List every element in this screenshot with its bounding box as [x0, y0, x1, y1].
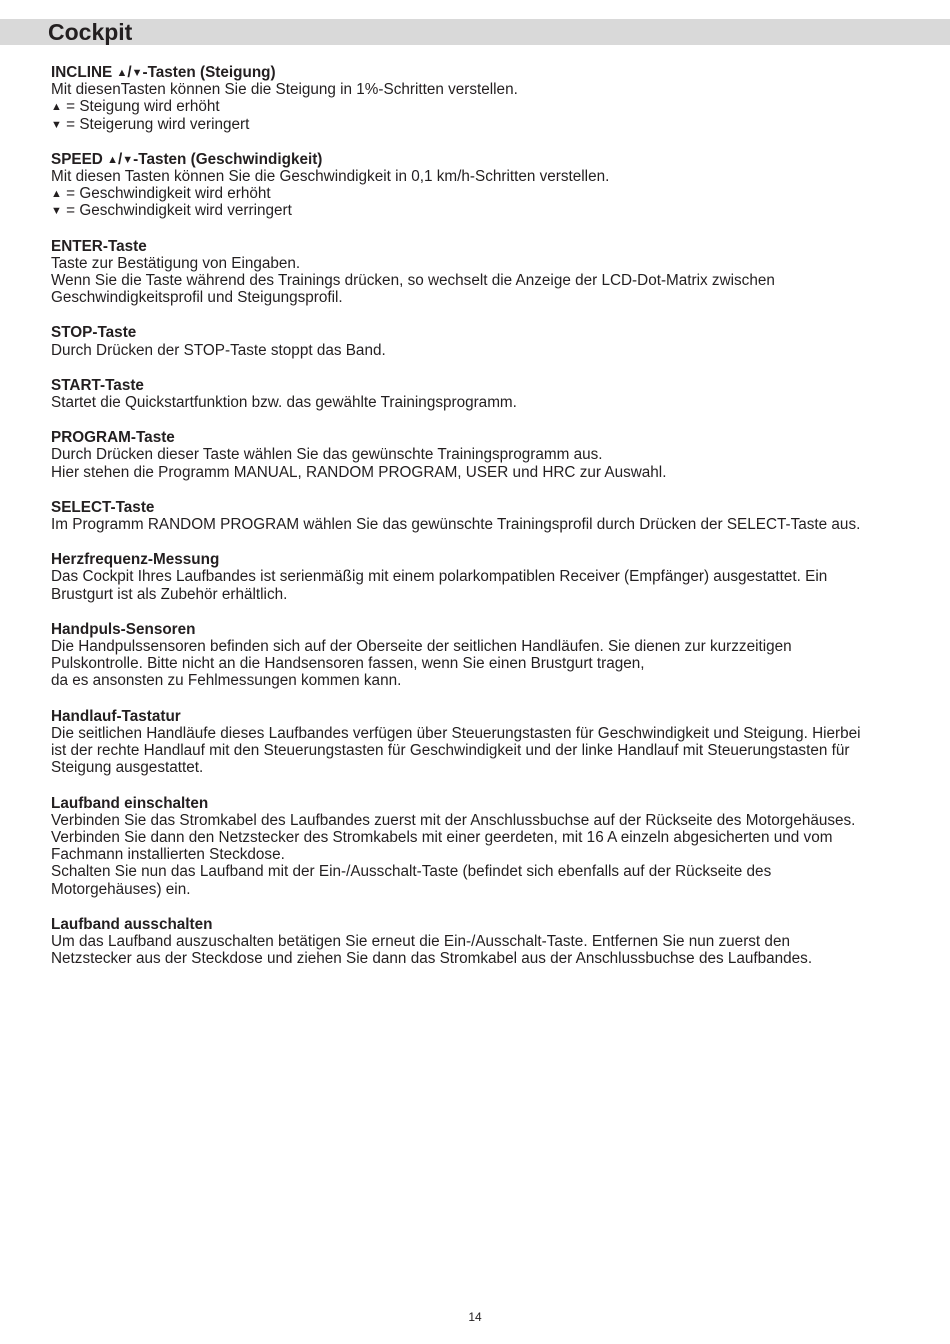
section-start [51, 377, 911, 411]
body-text: Durch Drücken dieser Taste wählen Sie das gewünschte Trainingsprogramm aus. [51, 446, 603, 464]
section-power-on [51, 795, 911, 898]
body-text: Pulskontrolle. Bitte nicht an die Handsensoren fassen, wenn Sie einen Brustgurt tragen, [51, 655, 645, 673]
body-text: ▼ = Geschwindigkeit wird verringert [51, 202, 292, 220]
section-incline [51, 64, 911, 133]
body-text: Geschwindigkeitsprofil und Steigungsprofil. [51, 289, 343, 307]
page-number: 14 [468, 1310, 482, 1324]
body-text: Taste zur Bestätigung von Eingaben. [51, 254, 301, 272]
body-text: Steigung ausgestattet. [51, 759, 204, 777]
section-select [51, 499, 911, 533]
section-handpulse [51, 621, 911, 690]
arrow-down-icon: ▼ [131, 67, 143, 79]
body-text: Die Handpulssensoren befinden sich auf der Oberseite der seitlichen Handläufen. Sie dienen zur kurzzeitigen [51, 638, 792, 656]
body-text: Fachmann installierten Steckdose. [51, 846, 285, 864]
section-heading: SELECT-Taste [51, 498, 155, 516]
section-power-off [51, 916, 911, 968]
section-enter [51, 238, 911, 307]
body-text: Schalten Sie nun das Laufband mit der Ein-/Ausschalt-Taste (befindet sich ebenfalls auf der Rückseite des [51, 863, 772, 881]
body-text: ▲ = Steigung wird erhöht [51, 98, 220, 116]
section-heartrate [51, 551, 911, 603]
section-heading: INCLINE ▲/▼-Tasten (Steigung) [51, 64, 276, 81]
body-text: Netzstecker aus der Steckdose und ziehen Sie dann das Stromkabel aus der Anschlussbuchse des Laufbandes. [51, 950, 813, 968]
body-text: Startet die Quickstartfunktion bzw. das gewählte Trainingsprogramm. [51, 394, 517, 412]
body-text: Hier stehen die Programm MANUAL, RANDOM PROGRAM, USER und HRC zur Auswahl. [51, 463, 667, 481]
section-heading: ENTER-Taste [51, 237, 147, 255]
page-title: Cockpit [48, 19, 133, 45]
body-text: Wenn Sie die Taste während des Trainings drücken, so wechselt die Anzeige der LCD-Dot-Matrix zwischen [51, 272, 775, 290]
body-text: Im Programm RANDOM PROGRAM wählen Sie das gewünschte Trainingsprofil durch Drücken der SELECT-Taste aus. [51, 516, 861, 534]
section-heading: Herzfrequenz-Messung [51, 551, 220, 569]
body-text: Mit diesenTasten können Sie die Steigung in 1%-Schritten verstellen. [51, 81, 518, 99]
section-heading: Laufband ausschalten [51, 915, 213, 933]
section-handrail [51, 708, 911, 777]
arrow-up-icon: ▲ [107, 153, 118, 166]
body-text: Um das Laufband auszuschalten betätigen Sie erneut die Ein-/Ausschalt-Taste. Entfernen Sie nun zuerst den [51, 932, 790, 950]
body-text: Motorgehäuses) ein. [51, 880, 191, 898]
body-text: ▼ = Steigerung wird veringert [51, 115, 250, 133]
body-text: ist der rechte Handlauf mit den Steuerungstasten für Geschwindigkeit und der linke Handlauf mit Steuerungstasten für [51, 742, 850, 760]
body-text: Verbinden Sie dann den Netzstecker des Stromkabels mit einer geerdeten, mit 16 A einzeln abgesicherten und vom [51, 828, 833, 846]
arrow-up-icon: ▲ [51, 188, 62, 201]
section-speed [51, 151, 911, 220]
arrow-up-icon: ▲ [116, 67, 128, 79]
section-heading: PROGRAM-Taste [51, 429, 175, 447]
section-heading: Handlauf-Tastatur [51, 707, 181, 725]
document-body [51, 64, 911, 985]
title-bar [0, 19, 950, 45]
body-text: Die seitlichen Handläufe dieses Laufbandes verfügen über Steuerungstasten für Geschwindigkeit und Steigung. Hierbei [51, 724, 861, 742]
body-text: ▲ = Geschwindigkeit wird erhöht [51, 185, 271, 203]
section-heading: Laufband einschalten [51, 794, 209, 812]
body-text: Das Cockpit Ihres Laufbandes ist serienmäßig mit einem polarkompatiblen Receiver (Empfänger) ausgestattet. Ein [51, 568, 828, 586]
section-stop [51, 324, 911, 358]
arrow-up-icon: ▲ [51, 101, 62, 114]
section-heading: Handpuls-Sensoren [51, 620, 196, 638]
body-text: Durch Drücken der STOP-Taste stoppt das Band. [51, 341, 386, 359]
body-text: Mit diesen Tasten können Sie die Geschwindigkeit in 0,1 km/h-Schritten verstellen. [51, 168, 610, 186]
section-heading: SPEED ▲/▼-Tasten (Geschwindigkeit) [51, 150, 323, 168]
section-heading: STOP-Taste [51, 324, 137, 342]
section-heading: START-Taste [51, 376, 144, 394]
section-program [51, 429, 911, 481]
arrow-down-icon: ▼ [122, 153, 134, 166]
body-text: Brustgurt ist als Zubehör erhältlich. [51, 585, 288, 603]
arrow-down-icon: ▼ [51, 118, 62, 131]
body-text: Verbinden Sie das Stromkabel des Laufbandes zuerst mit der Anschlussbuchse auf der Rückseite des Motorgehäuses. [51, 811, 856, 829]
body-text: da es ansonsten zu Fehlmessungen kommen kann. [51, 672, 402, 690]
arrow-down-icon: ▼ [51, 205, 62, 218]
